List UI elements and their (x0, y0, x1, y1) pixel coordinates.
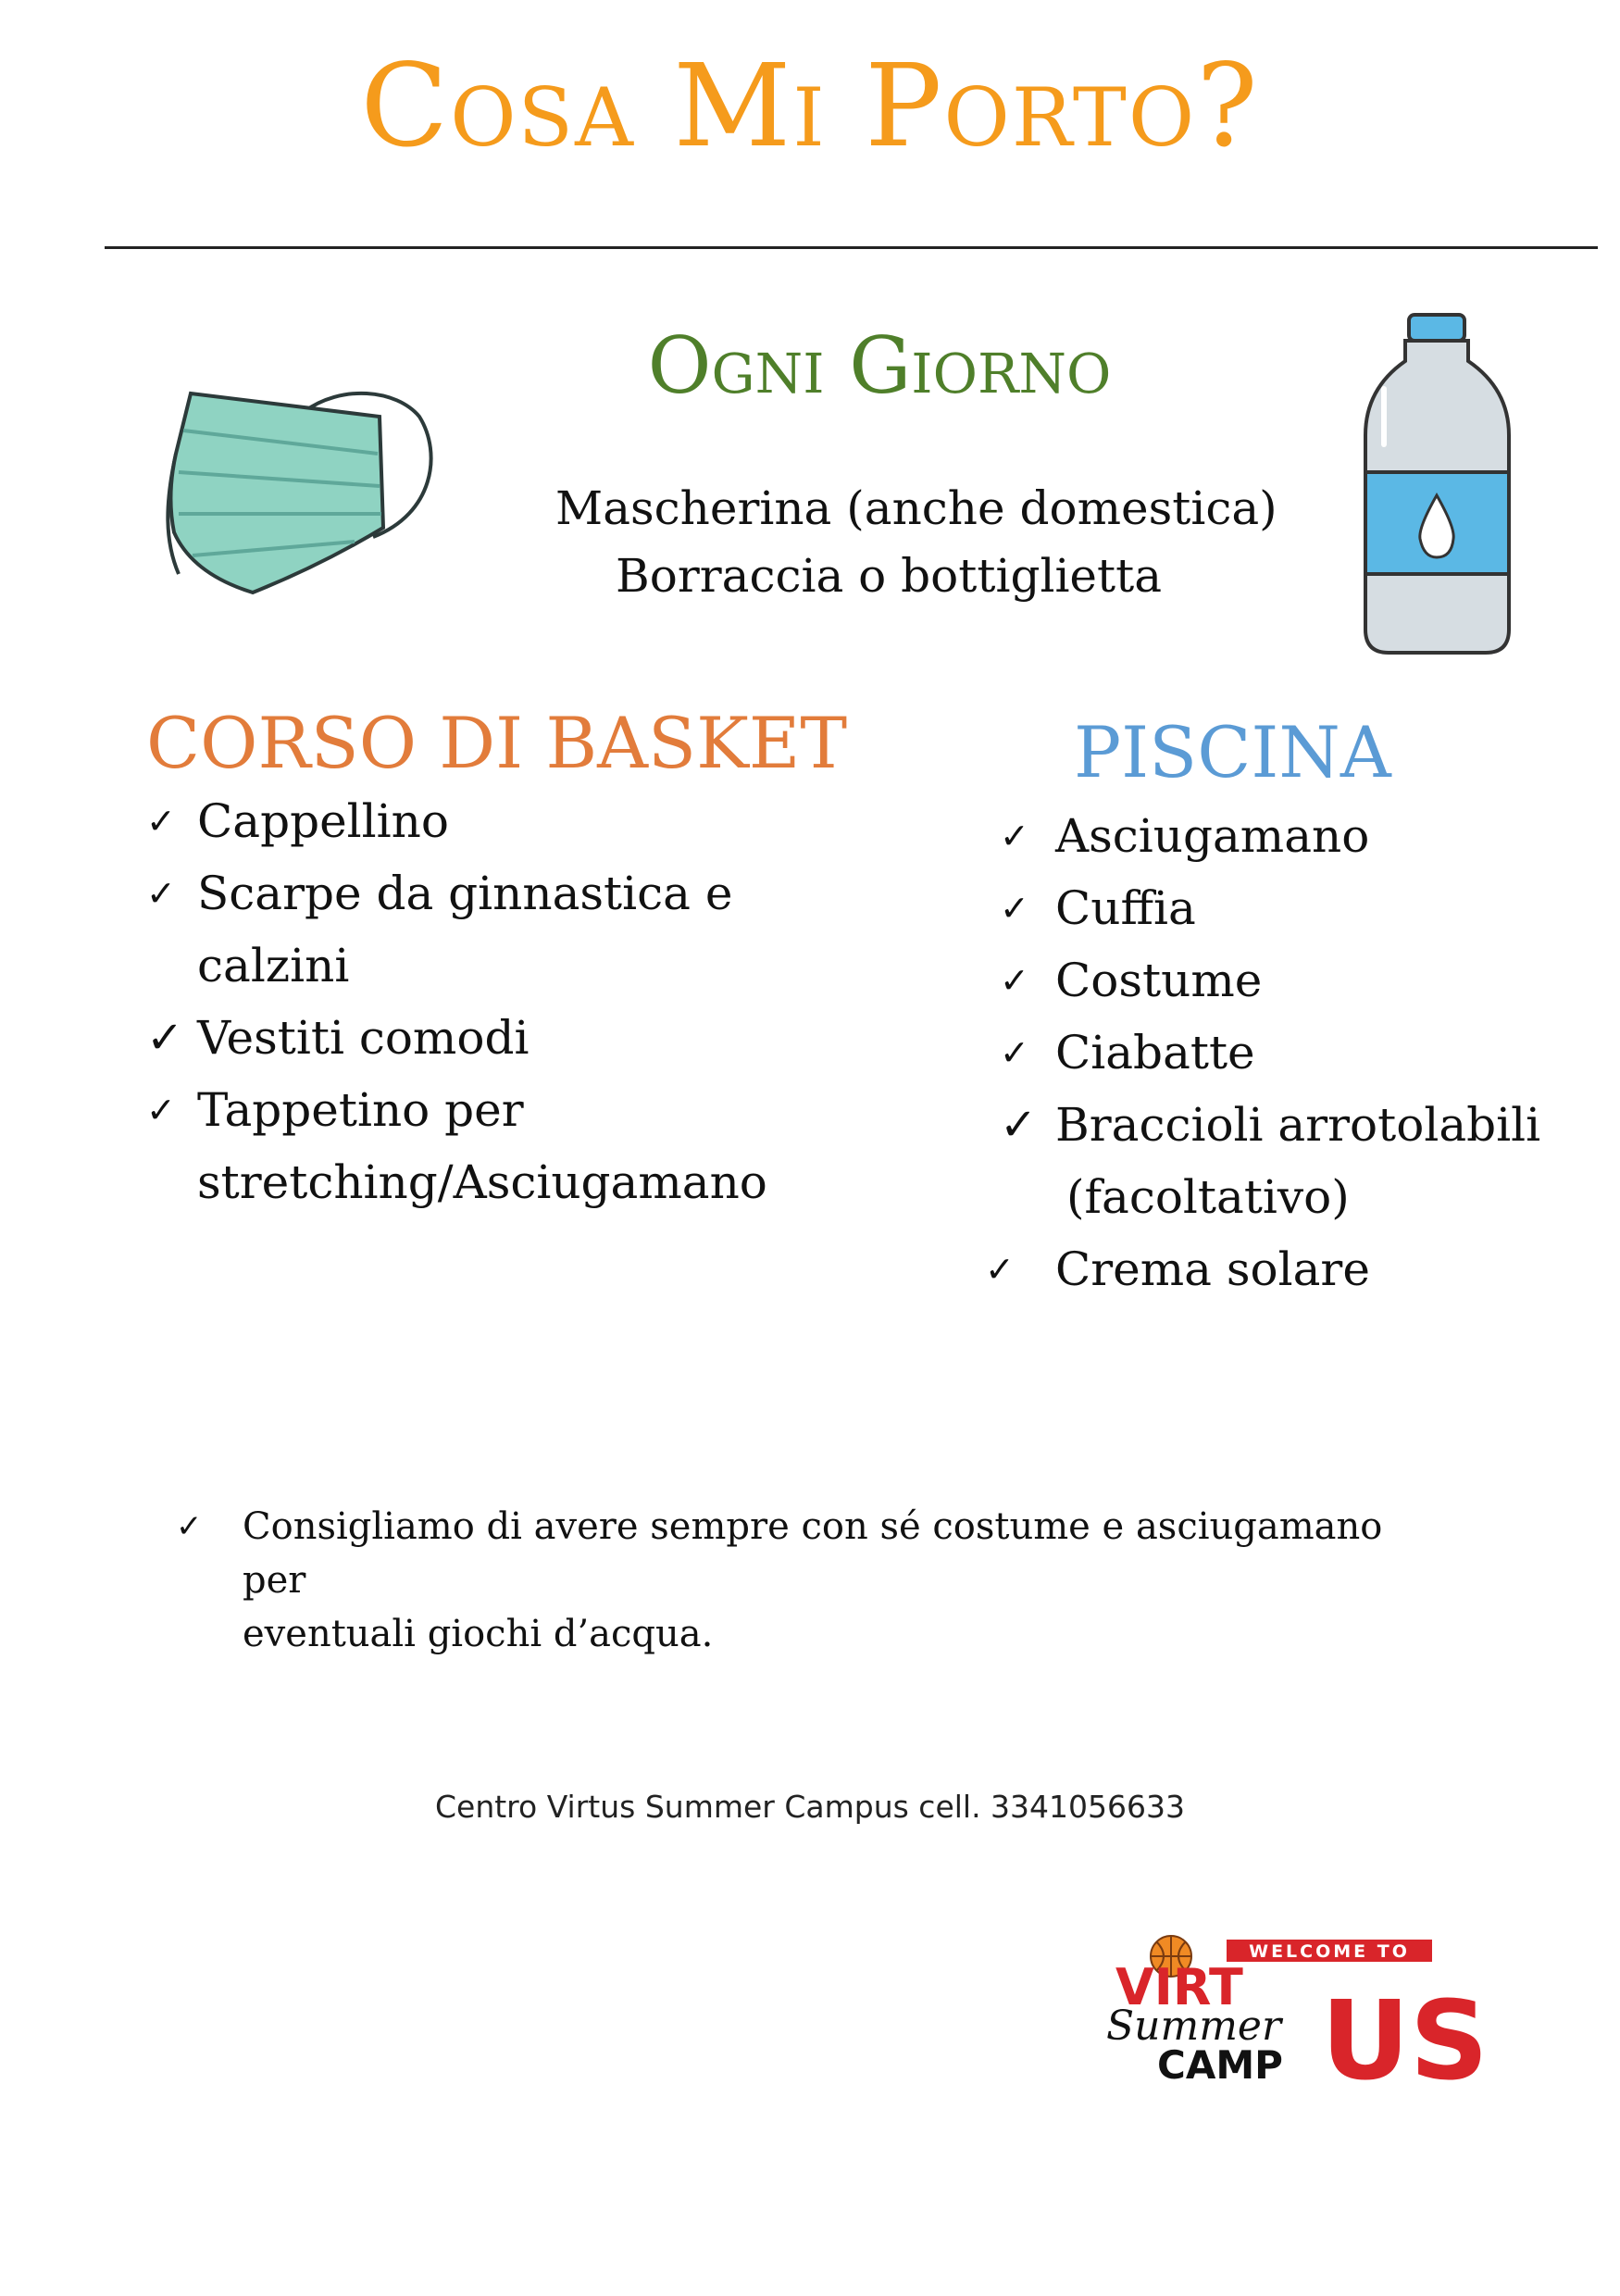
pool-item-facoltativo (991, 1161, 1601, 1233)
daily-item-bottle: Borraccia o bottiglietta (616, 549, 1163, 603)
list-item-label: Scarpe da ginnastica e (197, 867, 733, 920)
pool-item-ciabatte (991, 1017, 1601, 1089)
list-item-label: Cappellino (197, 794, 449, 848)
daily-section-title: Ogni Giorno (647, 320, 1112, 411)
check-icon: ✓ (176, 1508, 203, 1545)
basket-item-scarpe (146, 857, 868, 930)
check-icon: ✓ (1000, 888, 1029, 929)
water-bottle-icon (1352, 306, 1518, 670)
pool-item-costume (991, 944, 1601, 1017)
list-item-label: Crema solare (1055, 1242, 1370, 1296)
pool-section-title: PISCINA (1074, 711, 1391, 793)
basket-item-stretching (146, 1146, 868, 1218)
page-title: Cosa Mi Porto? (360, 40, 1260, 173)
list-item-label: Braccioli arrotolabili (1055, 1098, 1541, 1152)
list-item-label: (facoltativo) (1066, 1170, 1350, 1224)
pool-list (985, 800, 1601, 1305)
daily-item-mask: Mascherina (anche domestica) (555, 481, 1277, 535)
check-icon: ✓ (1000, 816, 1029, 856)
pool-item-crema (985, 1233, 1601, 1305)
advice-line: eventuali giochi d’acqua. (243, 1613, 714, 1655)
basket-section-title: CORSO DI BASKET (146, 702, 848, 784)
check-icon: ✓ (146, 801, 176, 842)
pool-item-cuffia (991, 872, 1601, 944)
logo-virt-text: VIRT (1115, 1958, 1243, 2016)
list-item-label: stretching/Asciugamano (197, 1155, 767, 1209)
basket-item-tappetino (146, 1074, 868, 1146)
check-icon: ✓ (1000, 960, 1029, 1001)
contact-footer: Centro Virtus Summer Campus cell. 3341056633 (434, 1789, 1186, 1825)
face-mask-icon (165, 366, 470, 610)
check-icon: ✓ (146, 1012, 184, 1064)
logo-summer-text: Summer (1106, 2003, 1281, 2050)
check-icon: ✓ (985, 1249, 1015, 1290)
basket-item-vestiti (146, 1002, 868, 1074)
title-divider (105, 246, 1598, 249)
logo-welcome-text: WELCOME TO (1249, 1941, 1410, 1962)
advice-text (243, 1500, 1446, 1661)
check-icon: ✓ (1000, 1099, 1038, 1151)
basket-list (146, 785, 868, 1218)
logo-us-text: US (1321, 1977, 1489, 2104)
list-item-label: Costume (1055, 954, 1263, 1007)
pool-item-braccioli (991, 1089, 1601, 1161)
advice-line: Consigliamo di avere sempre con sé costume e asciugamano per (243, 1505, 1383, 1602)
pool-item-asciugamano (991, 800, 1601, 872)
check-icon: ✓ (146, 1090, 176, 1130)
basket-item-cappellino (146, 785, 868, 857)
list-item-label: Ciabatte (1055, 1026, 1255, 1079)
list-item-label: Cuffia (1055, 881, 1196, 935)
list-item-label: Vestiti comodi (197, 1011, 530, 1065)
list-item-label: Tappetino per (197, 1083, 524, 1137)
basket-item-calzini (146, 930, 868, 1002)
list-item-label: Asciugamano (1055, 809, 1370, 863)
check-icon: ✓ (146, 873, 176, 914)
check-icon: ✓ (1000, 1032, 1029, 1073)
list-item-label: calzini (197, 939, 350, 992)
virtus-summer-camp-logo (1106, 1930, 1489, 2104)
logo-camp-text: CAMP (1157, 2042, 1283, 2088)
